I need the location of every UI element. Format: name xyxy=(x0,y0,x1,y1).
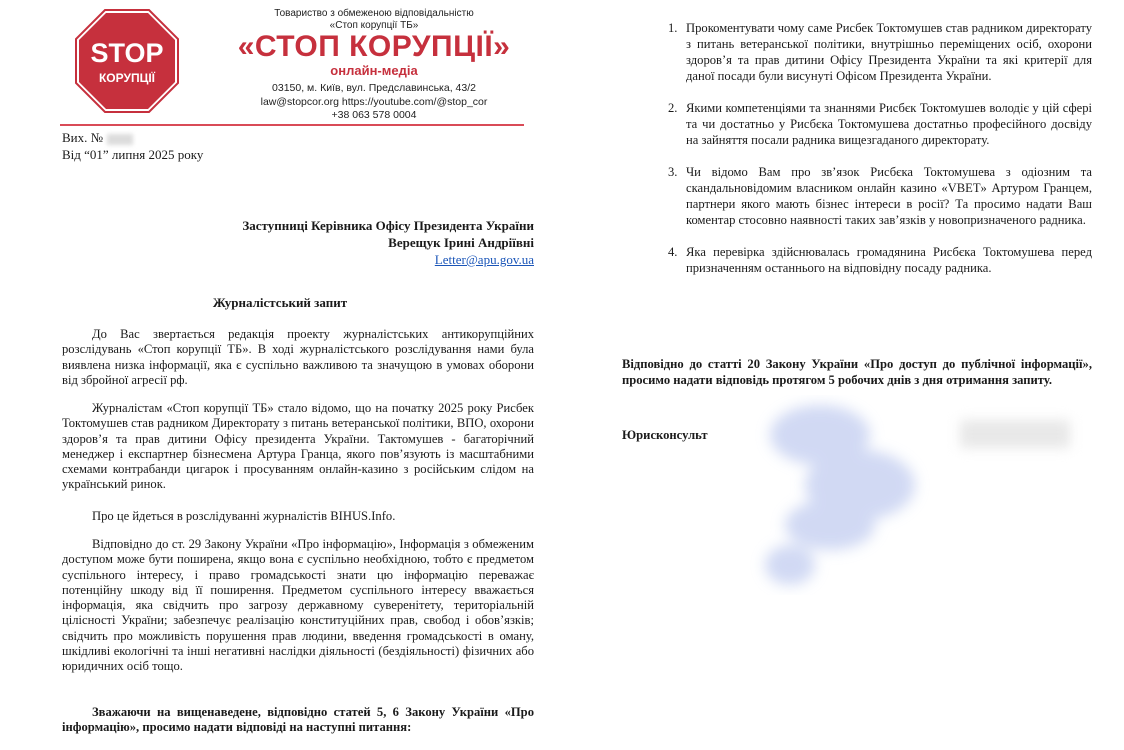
addressee-position: Заступниці Керівника Офісу Президента України xyxy=(242,218,534,233)
paragraph-2: Журналістам «Стоп корупції ТБ» стало відомо, що на початку 2025 року Рисбек Токтомушев став радником Директорату з питань ветеранської політики, ВПО, охорони здоров’я та прав дитини Офісу президента України. Тактомушев - багаторічний менеджер і експартнер бізнесмена Артура Гранца, якого пов’язують із масштабними схемами контрабанди цигарок і просуванням онлайн-казино з російським слідом на український ринок. xyxy=(62,401,534,492)
address: 03150, м. Київ, вул. Предславинська, 43/2 xyxy=(272,82,476,94)
paragraph-5: Зважаючи на вищенаведене, відповідно статей 5, 6 Закону України «Про інформацію», просимо надати відповіді на наступні питання: xyxy=(62,705,534,735)
redacted-signer-name xyxy=(960,420,1070,448)
paragraph-4: Відповідно до ст. 29 Закону України «Про інформацію», Інформація з обмеженим доступом може бути поширена, якщо вона є суспільно необхідною, тобто є предметом суспільного інтересу, і право громадськості знати цю інформацію переважає потенційну шкоду від її поширення. Предметом суспільного інтересу вважається інформація, яка свідчить про загрозу державному суверенітету, територіальній цілісності України; забезпечує реалізацію конституційних прав, свобод і обов’язків; свідчить про можливість порушення прав людини, введення громадськості в оману, шкідливі екологічні та інші негативні наслідки діяльності (бездіяльності) фізичних або юридичних осіб тощо. xyxy=(62,537,534,674)
org-line-2: «Стоп корупції ТБ» xyxy=(329,20,419,31)
redacted-signature xyxy=(750,395,930,595)
question-number: 3. xyxy=(668,165,678,179)
question-text: Якими компетенціями та знаннями Рисбєк Токтомушев володіє у цій сфері та чи достатньо у Рисбєка Токтомушева достатньо професійного досвіду на зайняття посали радника вищезгаданого директорату. xyxy=(686,101,1092,147)
question-text: Яка перевірка здійснювалась громадянина Рисбєка Токтомушева перед призначенням останнього на відповідну посаду радника. xyxy=(686,245,1092,275)
question-item xyxy=(668,244,1092,276)
org-line-1: Товариство з обмеженою відповідальністю xyxy=(274,8,474,19)
ref-number-label: Вих. № xyxy=(62,130,104,145)
addressee-name: Верещук Ірині Андріївні xyxy=(388,235,534,250)
stop-sign-logo xyxy=(74,8,180,114)
question-text: Чи відомо Вам про зв’язок Рисбєка Токтомушева з одіозним та скандальновідомим власником онлайн казино «VBET» Артуром Гранцем, партнери якого мають бізнес інтереси в росії? Та просимо надати Ваш коментар стосовно наявності таких зав’язків у новопризначеного радника. xyxy=(686,165,1092,227)
question-text: Прокоментувати чому саме Рисбек Токтомушев став радником директорату з питань ветеранської політики, внутрішньо переміщених осіб, охорони здоров’я та прав дитини Офісу Президента України та які критерії для даної посади були висунуті Офісом Президента України. xyxy=(686,21,1092,83)
document-title: Журналістський запит xyxy=(212,295,348,310)
ref-date: Від “01” липня 2025 року xyxy=(62,147,204,162)
letter-page-1 xyxy=(0,0,560,750)
paragraph-1: До Вас звертається редакція проекту журналістських антикорупційних розслідувань «Стоп корупції ТБ». В ході журналістського розслідування нами була виявлена низка інформації, яка є суспільно важливою та значущою в умовах оборони від збройної агресії рф. xyxy=(62,327,534,387)
contacts-block xyxy=(214,82,534,123)
closing-request: Відповідно до статті 20 Закону України «Про доступ до публічної інформації», просимо надати відповідь протягом 5 робочих днів з дня отримання запиту. xyxy=(622,357,1092,387)
phone: +38 063 578 0004 xyxy=(331,109,417,121)
question-item xyxy=(668,164,1092,228)
letter-page-2 xyxy=(600,0,1124,750)
addressee-block xyxy=(242,217,534,268)
question-number: 2. xyxy=(668,101,678,115)
question-number: 4. xyxy=(668,245,678,259)
outgoing-ref xyxy=(62,129,203,163)
contact-links[interactable]: law@stopcor.org https://youtube.com/@stop_cor xyxy=(260,95,488,108)
signer-title: Юрисконсульт xyxy=(622,428,708,442)
question-item xyxy=(668,20,1092,84)
org-legal-name xyxy=(214,8,534,32)
logo-main-text: STOP xyxy=(90,38,164,68)
question-item xyxy=(668,100,1092,148)
brand-subtitle: онлайн-медіа xyxy=(330,63,418,78)
question-number: 1. xyxy=(668,21,678,35)
logo-sub-text: КОРУПЦІЇ xyxy=(98,71,156,85)
questions-list xyxy=(668,20,1092,292)
addressee-email-link[interactable]: Letter@apu.gov.ua xyxy=(434,252,534,267)
paragraph-3: Про це йдеться в розслідуванні журналістів BIHUS.Info. xyxy=(92,509,396,523)
brand-title: «СТОП КОРУПЦІЇ» xyxy=(237,30,511,63)
letterhead-divider xyxy=(60,124,524,126)
redacted-number xyxy=(107,134,133,145)
